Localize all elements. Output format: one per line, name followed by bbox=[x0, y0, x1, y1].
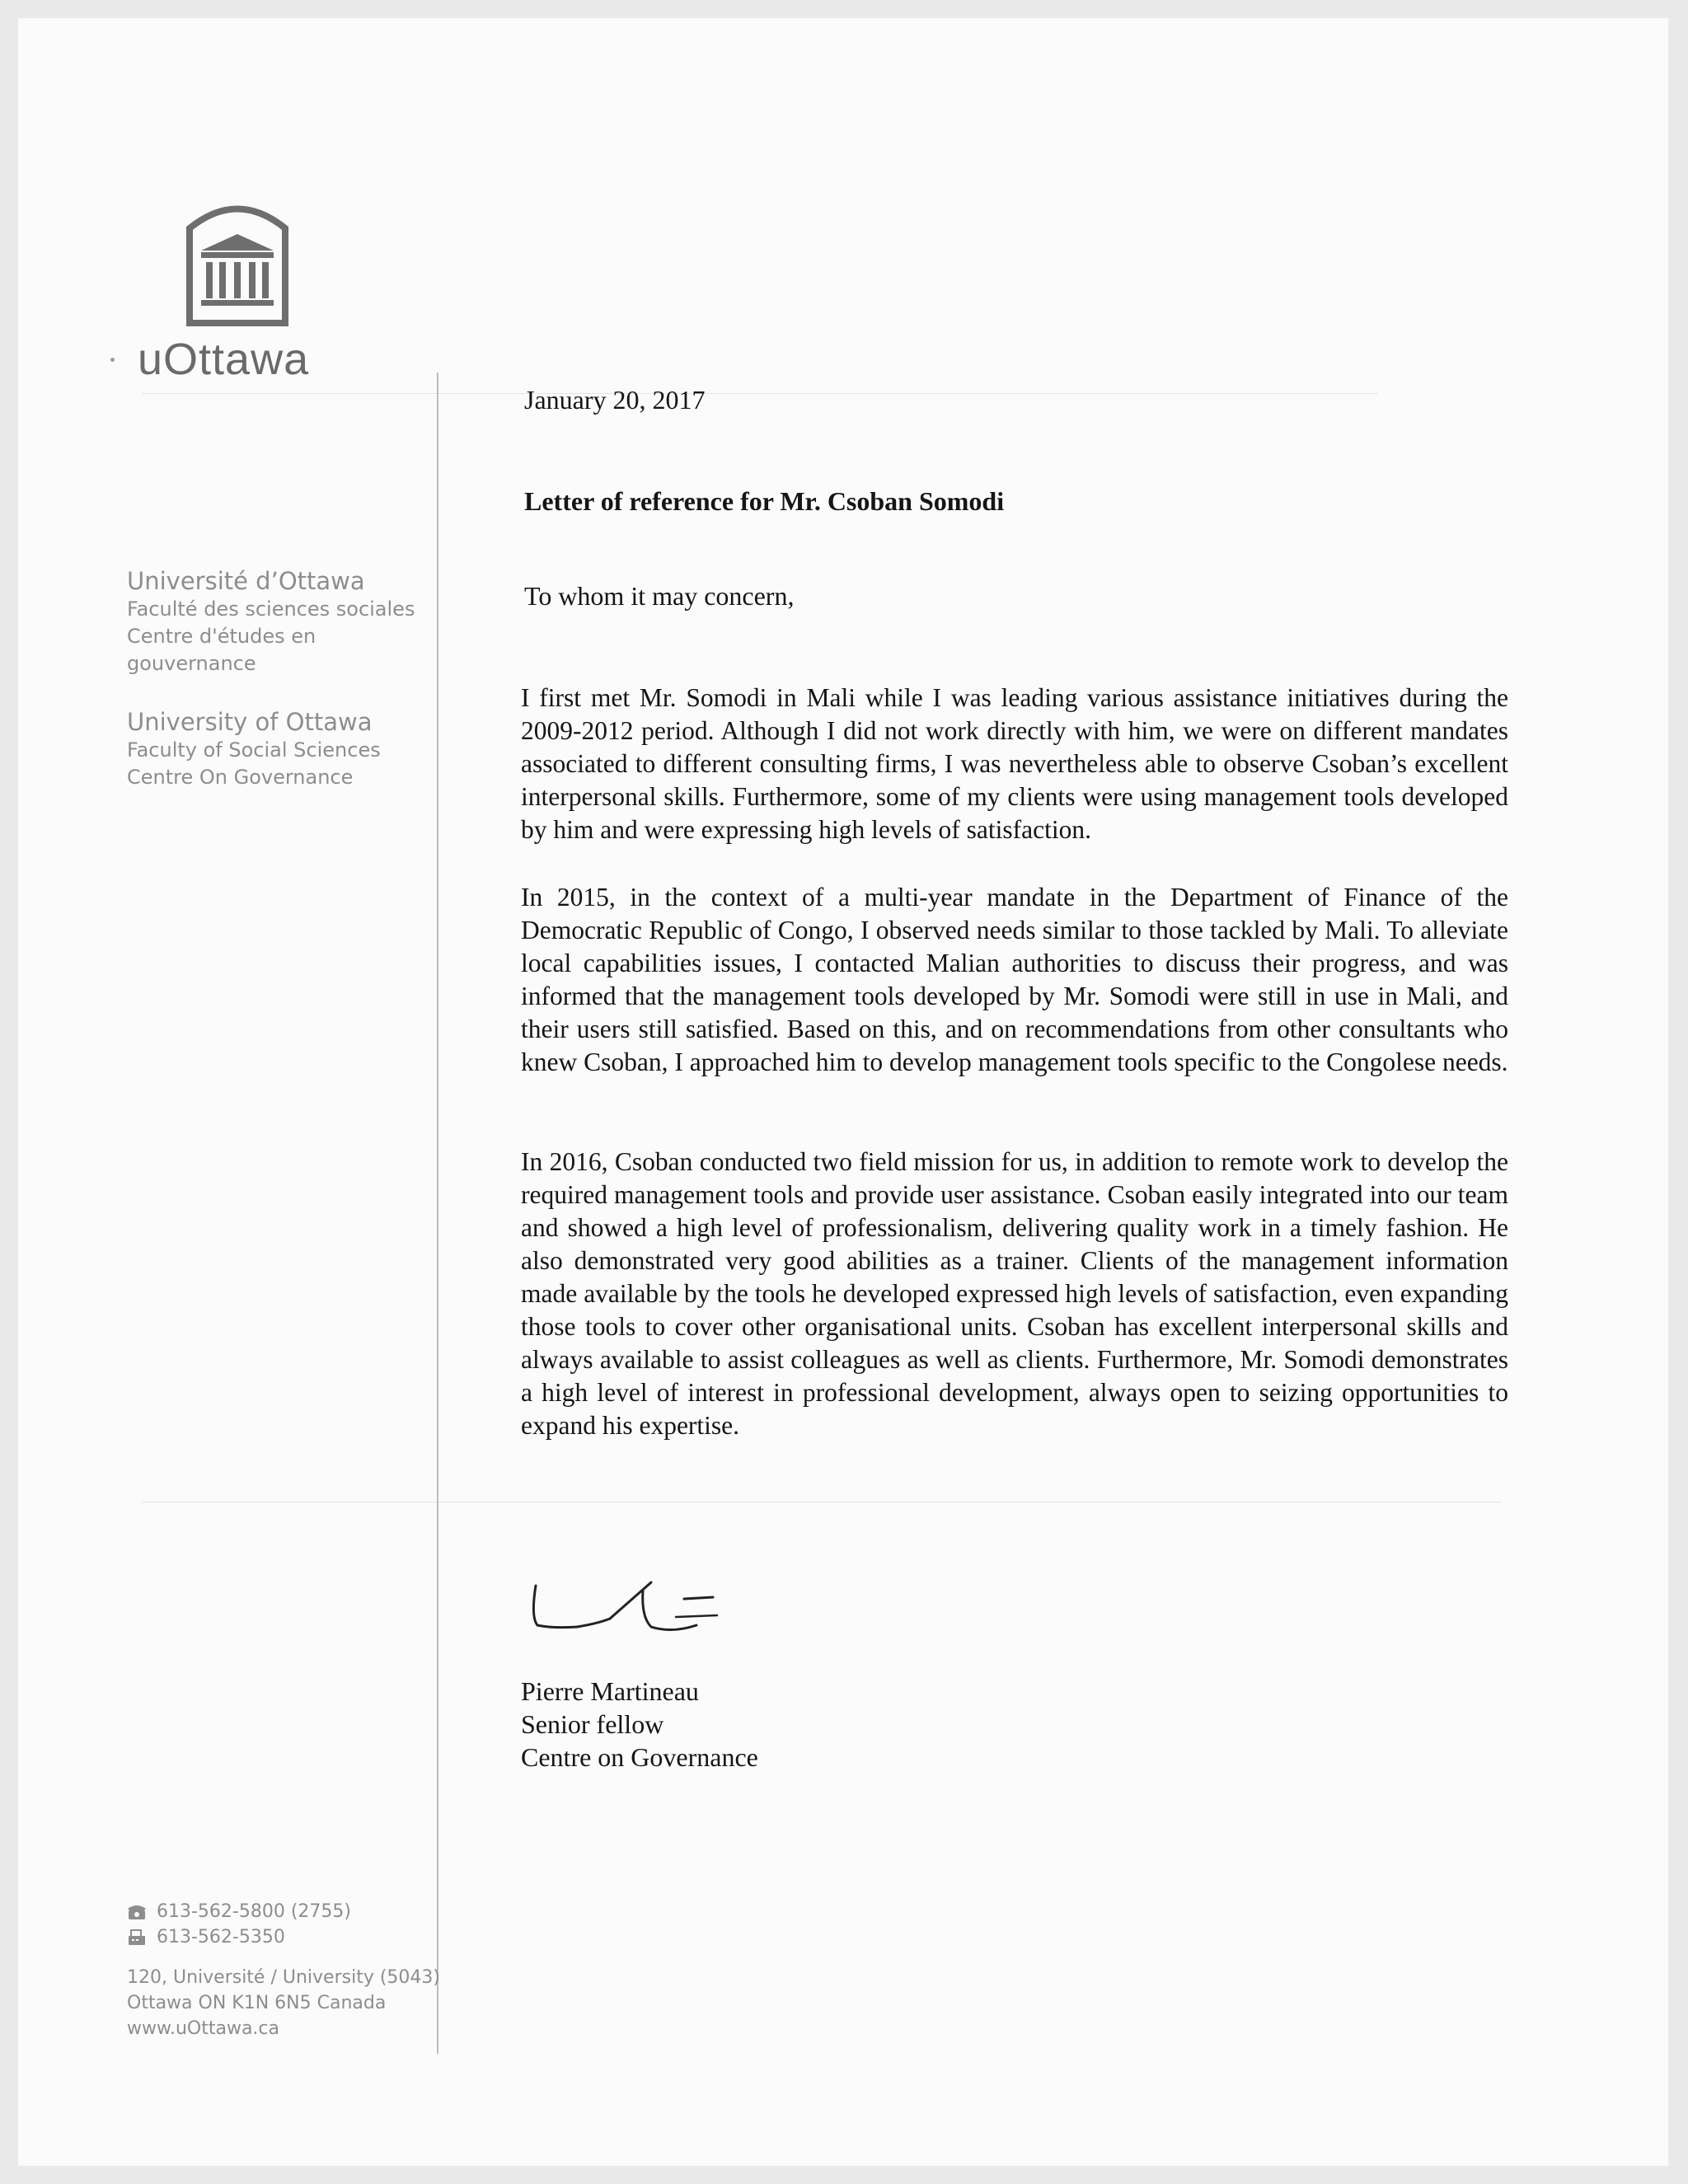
sidebar-french-block bbox=[127, 566, 415, 677]
telephone-icon bbox=[127, 1904, 147, 1920]
french-centre-line2: gouvernance bbox=[127, 652, 256, 675]
french-faculty-name: Faculté des sciences sociales bbox=[127, 598, 415, 621]
english-university-name: University of Ottawa bbox=[127, 708, 373, 736]
address-line2: Ottawa ON K1N 6N5 Canada bbox=[127, 1993, 387, 2013]
phone-row bbox=[127, 1899, 440, 1924]
french-university-name: Université d’Ottawa bbox=[127, 567, 365, 595]
english-faculty-name: Faculty of Social Sciences bbox=[127, 738, 381, 762]
signer-organization: Centre on Governance bbox=[521, 1742, 758, 1772]
sidebar-divider bbox=[437, 373, 438, 2054]
fax-icon bbox=[127, 1929, 147, 1946]
letter-paragraph: In 2016, Csoban conducted two field mission for us, in addition to remote work to develop the required management tools and provide user assistance. Csoban easily integrated into our team and showed a high level of professionalism, delivering quality work in a timely fashion. He also demonstrated very good abilities as a trainer. Clients of the management information made available by the tools he developed expressed high levels of satisfaction, even expanding those tools to cover other organisational units. Csoban has excellent interpersonal skills and always available to assist colleagues as well as clients. Furthermore, Mr. Somodi demonstrates a high level of interest in professional development, always open to seizing opportunities to expand his expertise. bbox=[521, 1147, 1508, 1440]
fax-number: 613-562-5350 bbox=[157, 1927, 285, 1947]
faint-rule bbox=[142, 393, 1378, 394]
french-centre-line1: Centre d'études en bbox=[127, 625, 316, 648]
address-line1: 120, Université / University (5043) bbox=[127, 1967, 440, 1988]
letter-paragraph: I first met Mr. Somodi in Mali while I was leading various assistance initiatives during the 2009-2012 period. Although I did not work directly with him, we were on different mandates associated to different consulting firms, I was nevertheless able to observe Csoban’s excellent interpersonal skills. Furthermore, some of my clients were using management tools developed by him and were expressing high levels of satisfaction. bbox=[521, 683, 1508, 844]
signer-name: Pierre Martineau bbox=[521, 1676, 699, 1706]
letter-date: January 20, 2017 bbox=[524, 385, 706, 415]
sidebar-english-block bbox=[127, 707, 381, 791]
uottawa-wordmark: uOttawa bbox=[138, 335, 310, 384]
website-link[interactable]: www.uOttawa.ca bbox=[127, 2018, 279, 2039]
signature-block bbox=[521, 1675, 758, 1774]
university-building-icon bbox=[185, 199, 290, 327]
fax-row bbox=[127, 1924, 440, 1950]
letter-greeting: To whom it may concern, bbox=[524, 581, 795, 611]
decorative-dot bbox=[110, 358, 115, 362]
handwritten-signature bbox=[528, 1576, 791, 1650]
english-centre-name: Centre On Governance bbox=[127, 766, 354, 789]
phone-number: 613-562-5800 (2755) bbox=[157, 1901, 351, 1922]
contact-block bbox=[127, 1899, 440, 2041]
letter-page bbox=[18, 18, 1668, 2166]
signer-title: Senior fellow bbox=[521, 1709, 664, 1739]
letter-paragraph: In 2015, in the context of a multi-year mandate in the Department of Finance of the Democratic Republic of Congo, I observed needs similar to those tackled by Mali. To alleviate local capabilities issues, I contacted Malian authorities to discuss their progress, and was informed that the management tools developed by Mr. Somodi were still in use in Mali, and their users still satisfied. Based on this, and on recommendations from other consultants who knew Csoban, I approached him to develop management tools specific to the Congolese needs. bbox=[521, 883, 1508, 1076]
letter-subject: Letter of reference for Mr. Csoban Somodi bbox=[524, 486, 1005, 516]
